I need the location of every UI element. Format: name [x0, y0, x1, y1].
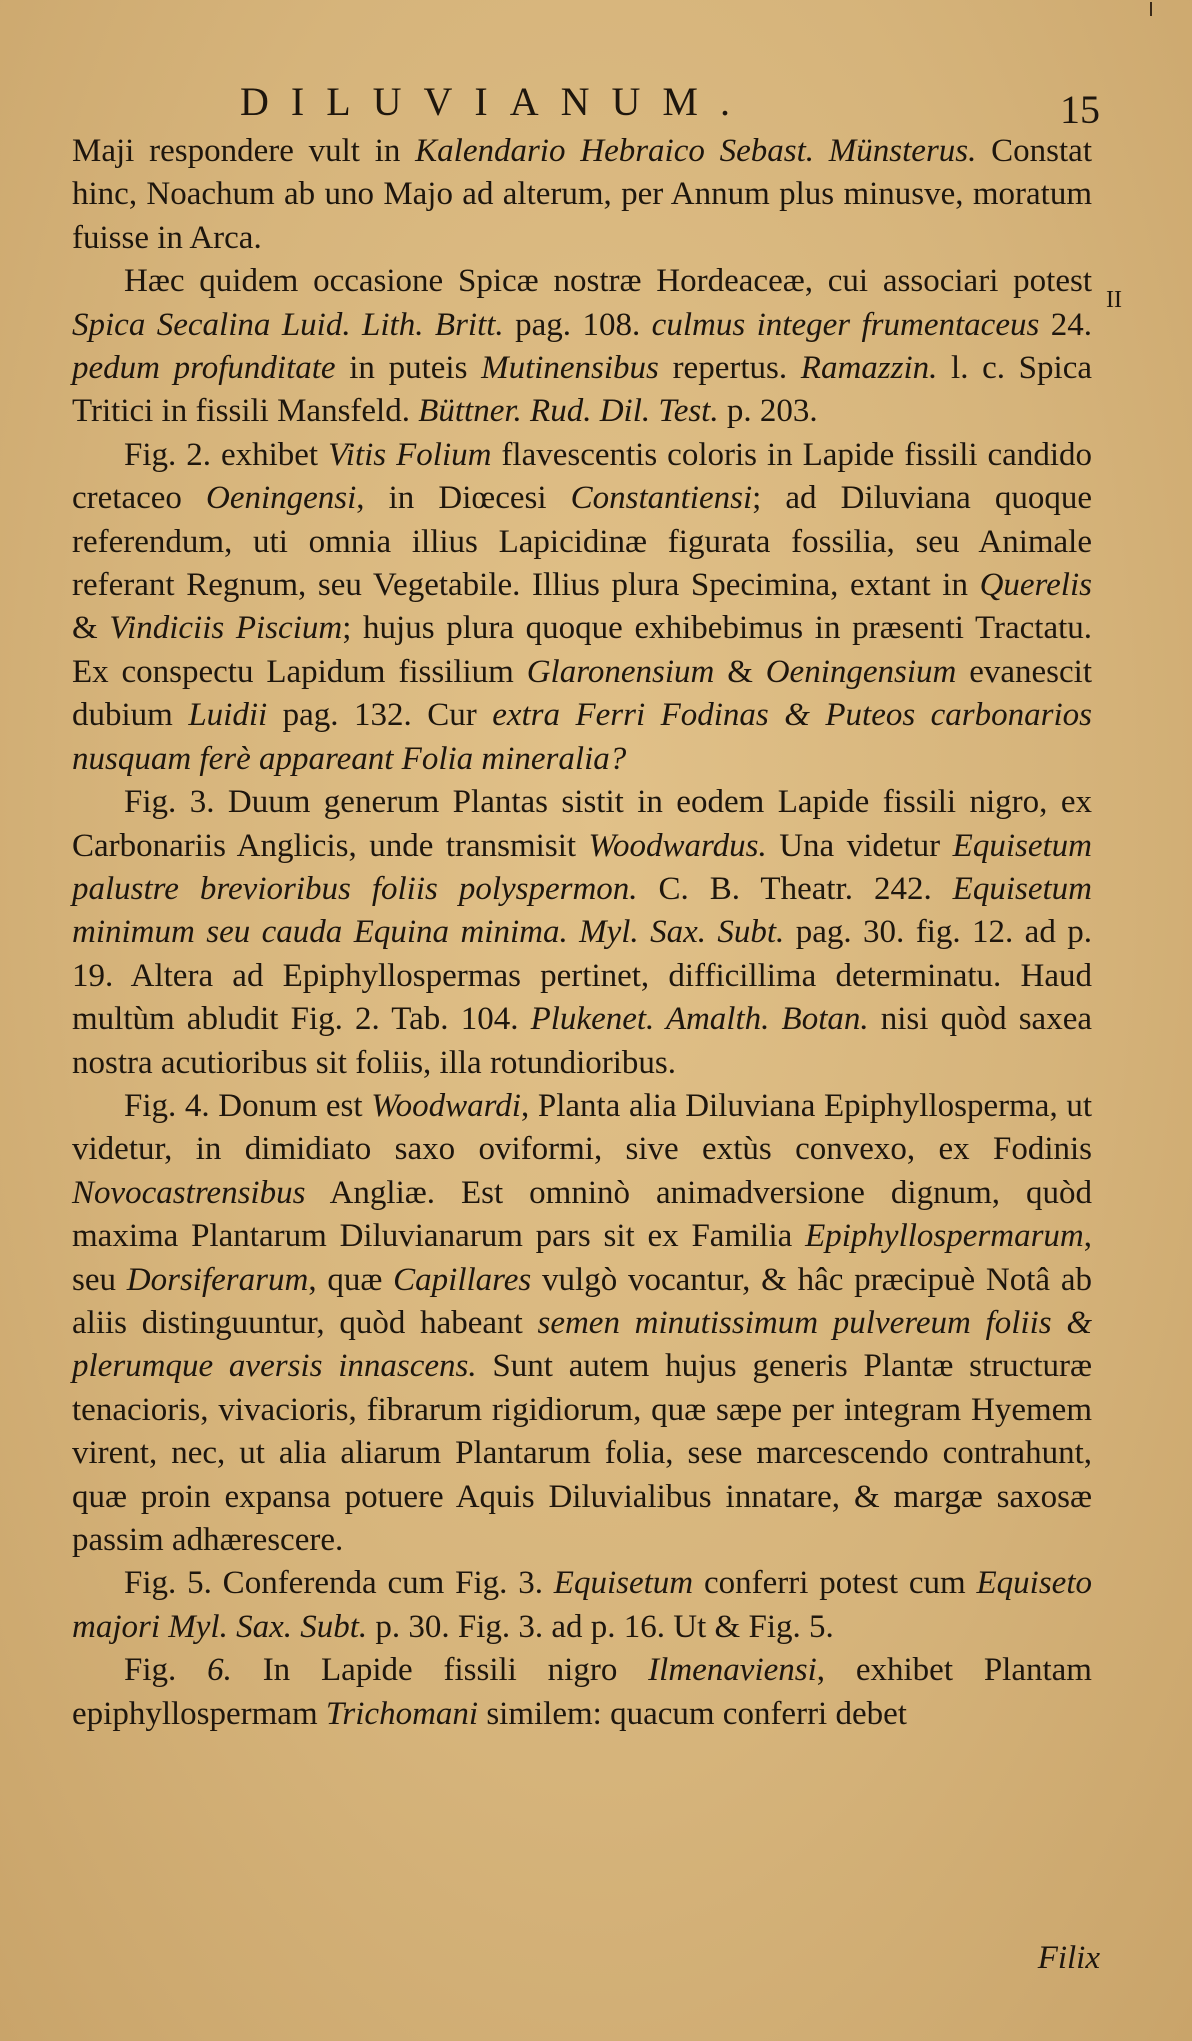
paragraph [72, 260, 1092, 434]
page-header [240, 78, 1100, 138]
text-run: & [714, 653, 766, 690]
text-run: Fig. 4. Donum est [124, 1087, 372, 1124]
text-run: in puteis [335, 350, 482, 387]
page-number: 15 [1060, 87, 1100, 132]
italic-text-run: Equisetum palustre brevioribus foliis polyspermon. [72, 827, 1092, 907]
paragraph [72, 434, 1092, 781]
catchword: Filix [1037, 1940, 1100, 1976]
text-run: Fig. [124, 1652, 208, 1689]
text-run: evanescit dubium [72, 653, 1092, 734]
text-run: p. 203. [718, 393, 818, 430]
text-run: pag. 132. Cur [267, 697, 493, 734]
text-run: , quæ [308, 1261, 394, 1298]
italic-text-run: Vindiciis Piscium [109, 610, 343, 647]
text-run: flavescentis coloris in Lapide fissili candido cretaceo [72, 436, 1092, 517]
text-run: p. 30. Fig. 3. ad p. 16. Ut & Fig. 5. [367, 1608, 834, 1645]
italic-text-run: Vitis Folium [328, 436, 492, 473]
italic-text-run: Mutinensibus [481, 350, 659, 387]
italic-text-run: Luidii [188, 697, 268, 734]
italic-text-run: Constantiensi [570, 480, 753, 517]
italic-text-run: Equisetum minimum seu cauda Equina minima. Myl. Sax. Subt. [72, 870, 1092, 951]
italic-text-run: Ilmenaviensi [648, 1652, 817, 1689]
italic-text-run: Oeningensi [205, 480, 357, 517]
margin-mark: II [1106, 287, 1122, 313]
paragraph [72, 130, 1092, 260]
text-run: , in Diœcesi [356, 480, 571, 517]
italic-text-run: Büttner. Rud. Dil. Test. [418, 393, 719, 430]
text-run: Constat hinc, Noachum ab uno Majo ad alterum, per Annum plus minusve, moratum fuisse in Arca. [72, 133, 1092, 256]
italic-text-run: Epiphyllospermarum [805, 1218, 1084, 1255]
italic-text-run: extra Ferri Fodinas & Puteos carbonarios nusquam ferè appareant Folia mineralia? [72, 697, 1092, 777]
text-run: vulgò vocantur, & hâc præcipuè Notâ ab aliis distinguuntur, quòd habeant [72, 1261, 1092, 1341]
italic-text-run: culmus integer frumentaceus [651, 306, 1040, 343]
text-run: ; hujus plura quoque exhibebimus in præsenti Tractatu. Ex conspectu Lapidum fissilium [72, 610, 1093, 690]
italic-text-run: Spica Secalina Luid. Lith. Britt. [72, 306, 504, 343]
paragraph [72, 1562, 1092, 1649]
paragraph [72, 1649, 1092, 1736]
italic-text-run: Woodwardi [371, 1087, 521, 1124]
text-run: Fig. 5. Conferenda cum Fig. 3. [124, 1565, 554, 1602]
italic-text-run: pedum profunditate [72, 350, 336, 387]
text-run: pag. 108. [503, 306, 652, 343]
italic-text-run: Equiseto majori Myl. Sax. Subt. [72, 1565, 1092, 1645]
italic-text-run: Trichomani [325, 1695, 479, 1732]
text-run: Sunt autem hujus generis Plantæ structuræ tenacioris, vivacioris, fibrarum rigidiorum, quæ sæpe per integram Hyemem virent, nec, ut alia aliarum Plantarum folia, sese marcescendo contrahunt, quæ proin expansa potuere Aquis Diluvialibus innatare, & margæ saxosæ passim adhærescere. [72, 1348, 1092, 1558]
text-run: pag. 30. fig. 12. ad p. 19. Altera ad Epiphyllospermas pertinet, difficillima determinatu. Haud multùm abludit Fig. 2. Tab. 104. [72, 914, 1092, 1038]
page-corner-mark [1150, 2, 1152, 16]
italic-text-run: Plukenet. Amalth. Botan. [530, 1001, 869, 1038]
text-run: , exhibet Plantam epiphyllospermam [72, 1652, 1092, 1732]
body-text [72, 130, 1092, 1736]
italic-text-run: Woodwardus. [588, 827, 767, 864]
paragraph [72, 781, 1092, 1085]
text-run: ; ad Diluviana quoque referendum, uti omnia illius Lapicidinæ figurata fossilia, seu Animale referant Regnum, seu Vegetabile. Illius plura Specimina, extant in [72, 480, 1092, 604]
italic-text-run: semen minutissimum pulvereum foliis & plerumque aversis innascens. [72, 1304, 1092, 1385]
italic-text-run: Querelis [979, 567, 1092, 604]
text-run: , Planta alia Diluviana Epiphyllosperma, ut videtur, in dimidiato saxo oviformi, sive extùs convexo, ex Fodinis [72, 1087, 1092, 1168]
italic-text-run: Ramazzin. [800, 350, 938, 387]
text-run: Maji respondere vult in [72, 133, 416, 169]
text-run: C. B. Theatr. 242. [637, 870, 953, 907]
italic-text-run: Oeningensium [765, 653, 957, 690]
text-run: repertus. [658, 350, 801, 387]
italic-text-run: Novocastrensibus [72, 1174, 306, 1211]
text-run: nisi quòd saxea nostra acutioribus sit foliis, illa rotundioribus. [72, 1001, 1093, 1081]
text-run: In Lapide fissili nigro [231, 1652, 649, 1689]
italic-text-run: Kalendario Hebraico Sebast. Münsterus. [415, 133, 977, 169]
running-title: DILUVIANUM. [240, 79, 752, 124]
text-run: l. c. Spica Tritici in fissili Mansfeld. [72, 350, 1092, 430]
text-run: & [72, 610, 110, 647]
italic-text-run: Capillares [393, 1261, 532, 1298]
text-run: Una videtur [766, 827, 953, 864]
text-run: 24. [1039, 306, 1093, 343]
text-run: conferri potest cum [693, 1565, 977, 1602]
text-run: Fig. 3. Duum generum Plantas sistit in eodem Lapide fissili nigro, ex Carbonariis Anglicis, unde transmisit [72, 784, 1092, 864]
italic-text-run: Dorsiferarum [126, 1261, 309, 1298]
italic-text-run: 6. [207, 1652, 232, 1689]
text-run: Hæc quidem occasione Spicæ nostræ Hordeaceæ, cui associari potest [124, 263, 1092, 300]
text-run: Fig. 2. exhibet [124, 436, 329, 473]
text-run: similem: quacum conferri debet [478, 1695, 907, 1732]
italic-text-run: Glaronensium [526, 653, 715, 690]
text-run: Angliæ. Est omninò animadversione dignum, quòd maxima Plantarum Diluvianarum pars sit ex Familia [72, 1174, 1092, 1255]
paragraph [72, 1085, 1092, 1562]
italic-text-run: Equisetum [553, 1565, 694, 1602]
text-run: , seu [72, 1218, 1092, 1298]
